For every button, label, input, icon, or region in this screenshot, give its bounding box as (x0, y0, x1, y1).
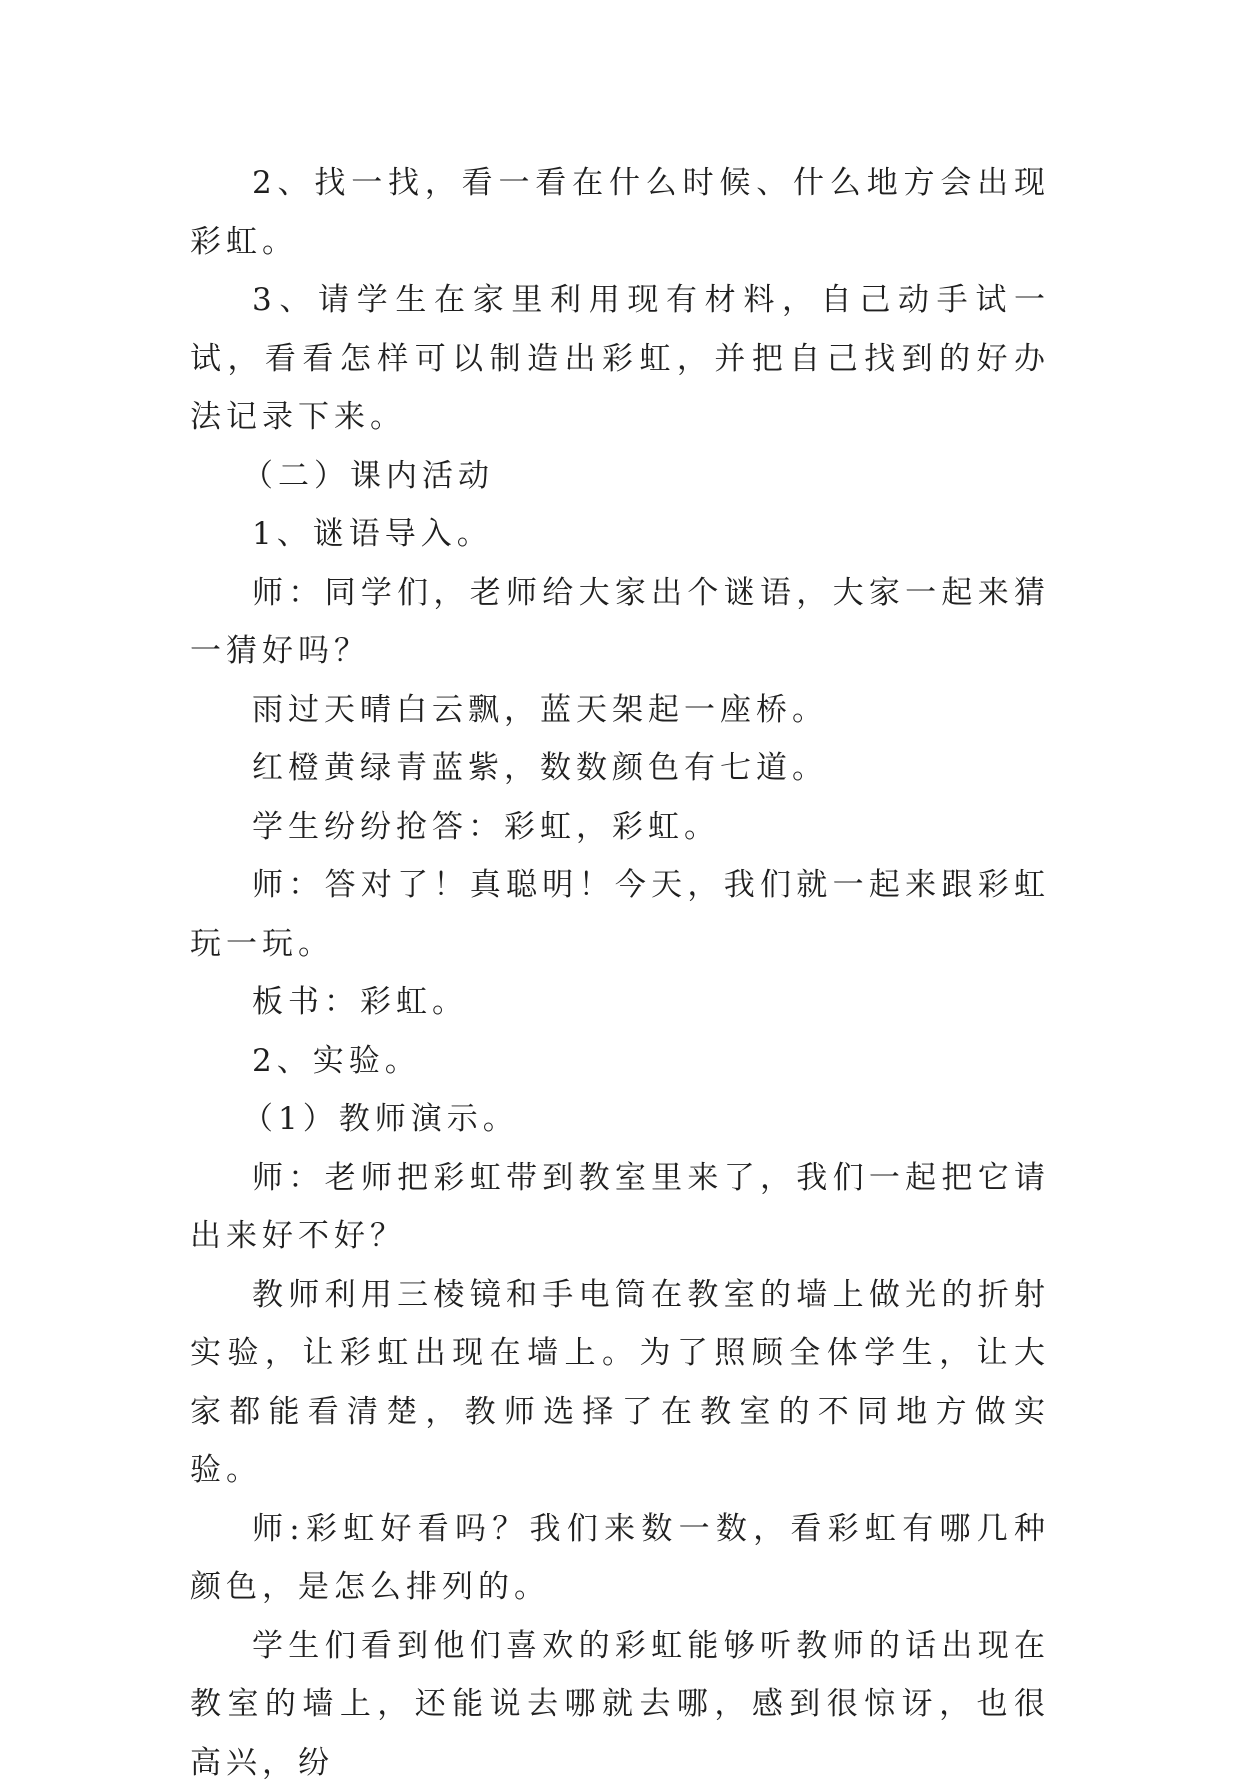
paragraph-riddle-intro: 1、谜语导入。 (190, 505, 1050, 564)
paragraph-students-reaction: 学生们看到他们喜欢的彩虹能够听教师的话出现在教室的墙上，还能说去哪就去哪，感到很惊讶，也很高兴，纷 (190, 1617, 1050, 1792)
section-heading-in-class-activities: （二）课内活动 (190, 447, 1050, 506)
paragraph-riddle-line-1: 雨过天晴白云飘，蓝天架起一座桥。 (190, 681, 1050, 740)
paragraph-count-colors: 师:彩虹好看吗？我们来数一数，看彩虹有哪几种颜色，是怎么排列的。 (190, 1500, 1050, 1617)
document-page (190, 154, 1050, 1792)
paragraph-experiment: 2、实验。 (190, 1032, 1050, 1091)
paragraph-prism-experiment: 教师利用三棱镜和手电筒在教室的墙上做光的折射实验，让彩虹出现在墙上。为了照顾全体学生，让大家都能看清楚，教师选择了在教室的不同地方做实验。 (190, 1266, 1050, 1500)
paragraph-students-answer: 学生纷纷抢答：彩虹，彩虹。 (190, 798, 1050, 857)
paragraph-teacher-demo: （1）教师演示。 (190, 1090, 1050, 1149)
paragraph-riddle-line-2: 红橙黄绿青蓝紫，数数颜色有七道。 (190, 739, 1050, 798)
paragraph-teacher-correct: 师：答对了！真聪明！今天，我们就一起来跟彩虹玩一玩。 (190, 856, 1050, 973)
paragraph-step-2: 2、找一找，看一看在什么时候、什么地方会出现彩虹。 (190, 154, 1050, 271)
paragraph-teacher-riddle: 师：同学们，老师给大家出个谜语，大家一起来猜一猜好吗？ (190, 564, 1050, 681)
paragraph-teacher-invite: 师：老师把彩虹带到教室里来了，我们一起把它请出来好不好？ (190, 1149, 1050, 1266)
paragraph-step-3: 3、请学生在家里利用现有材料，自己动手试一试，看看怎样可以制造出彩虹，并把自己找到的好办法记录下来。 (190, 271, 1050, 447)
paragraph-blackboard: 板书：彩虹。 (190, 973, 1050, 1032)
